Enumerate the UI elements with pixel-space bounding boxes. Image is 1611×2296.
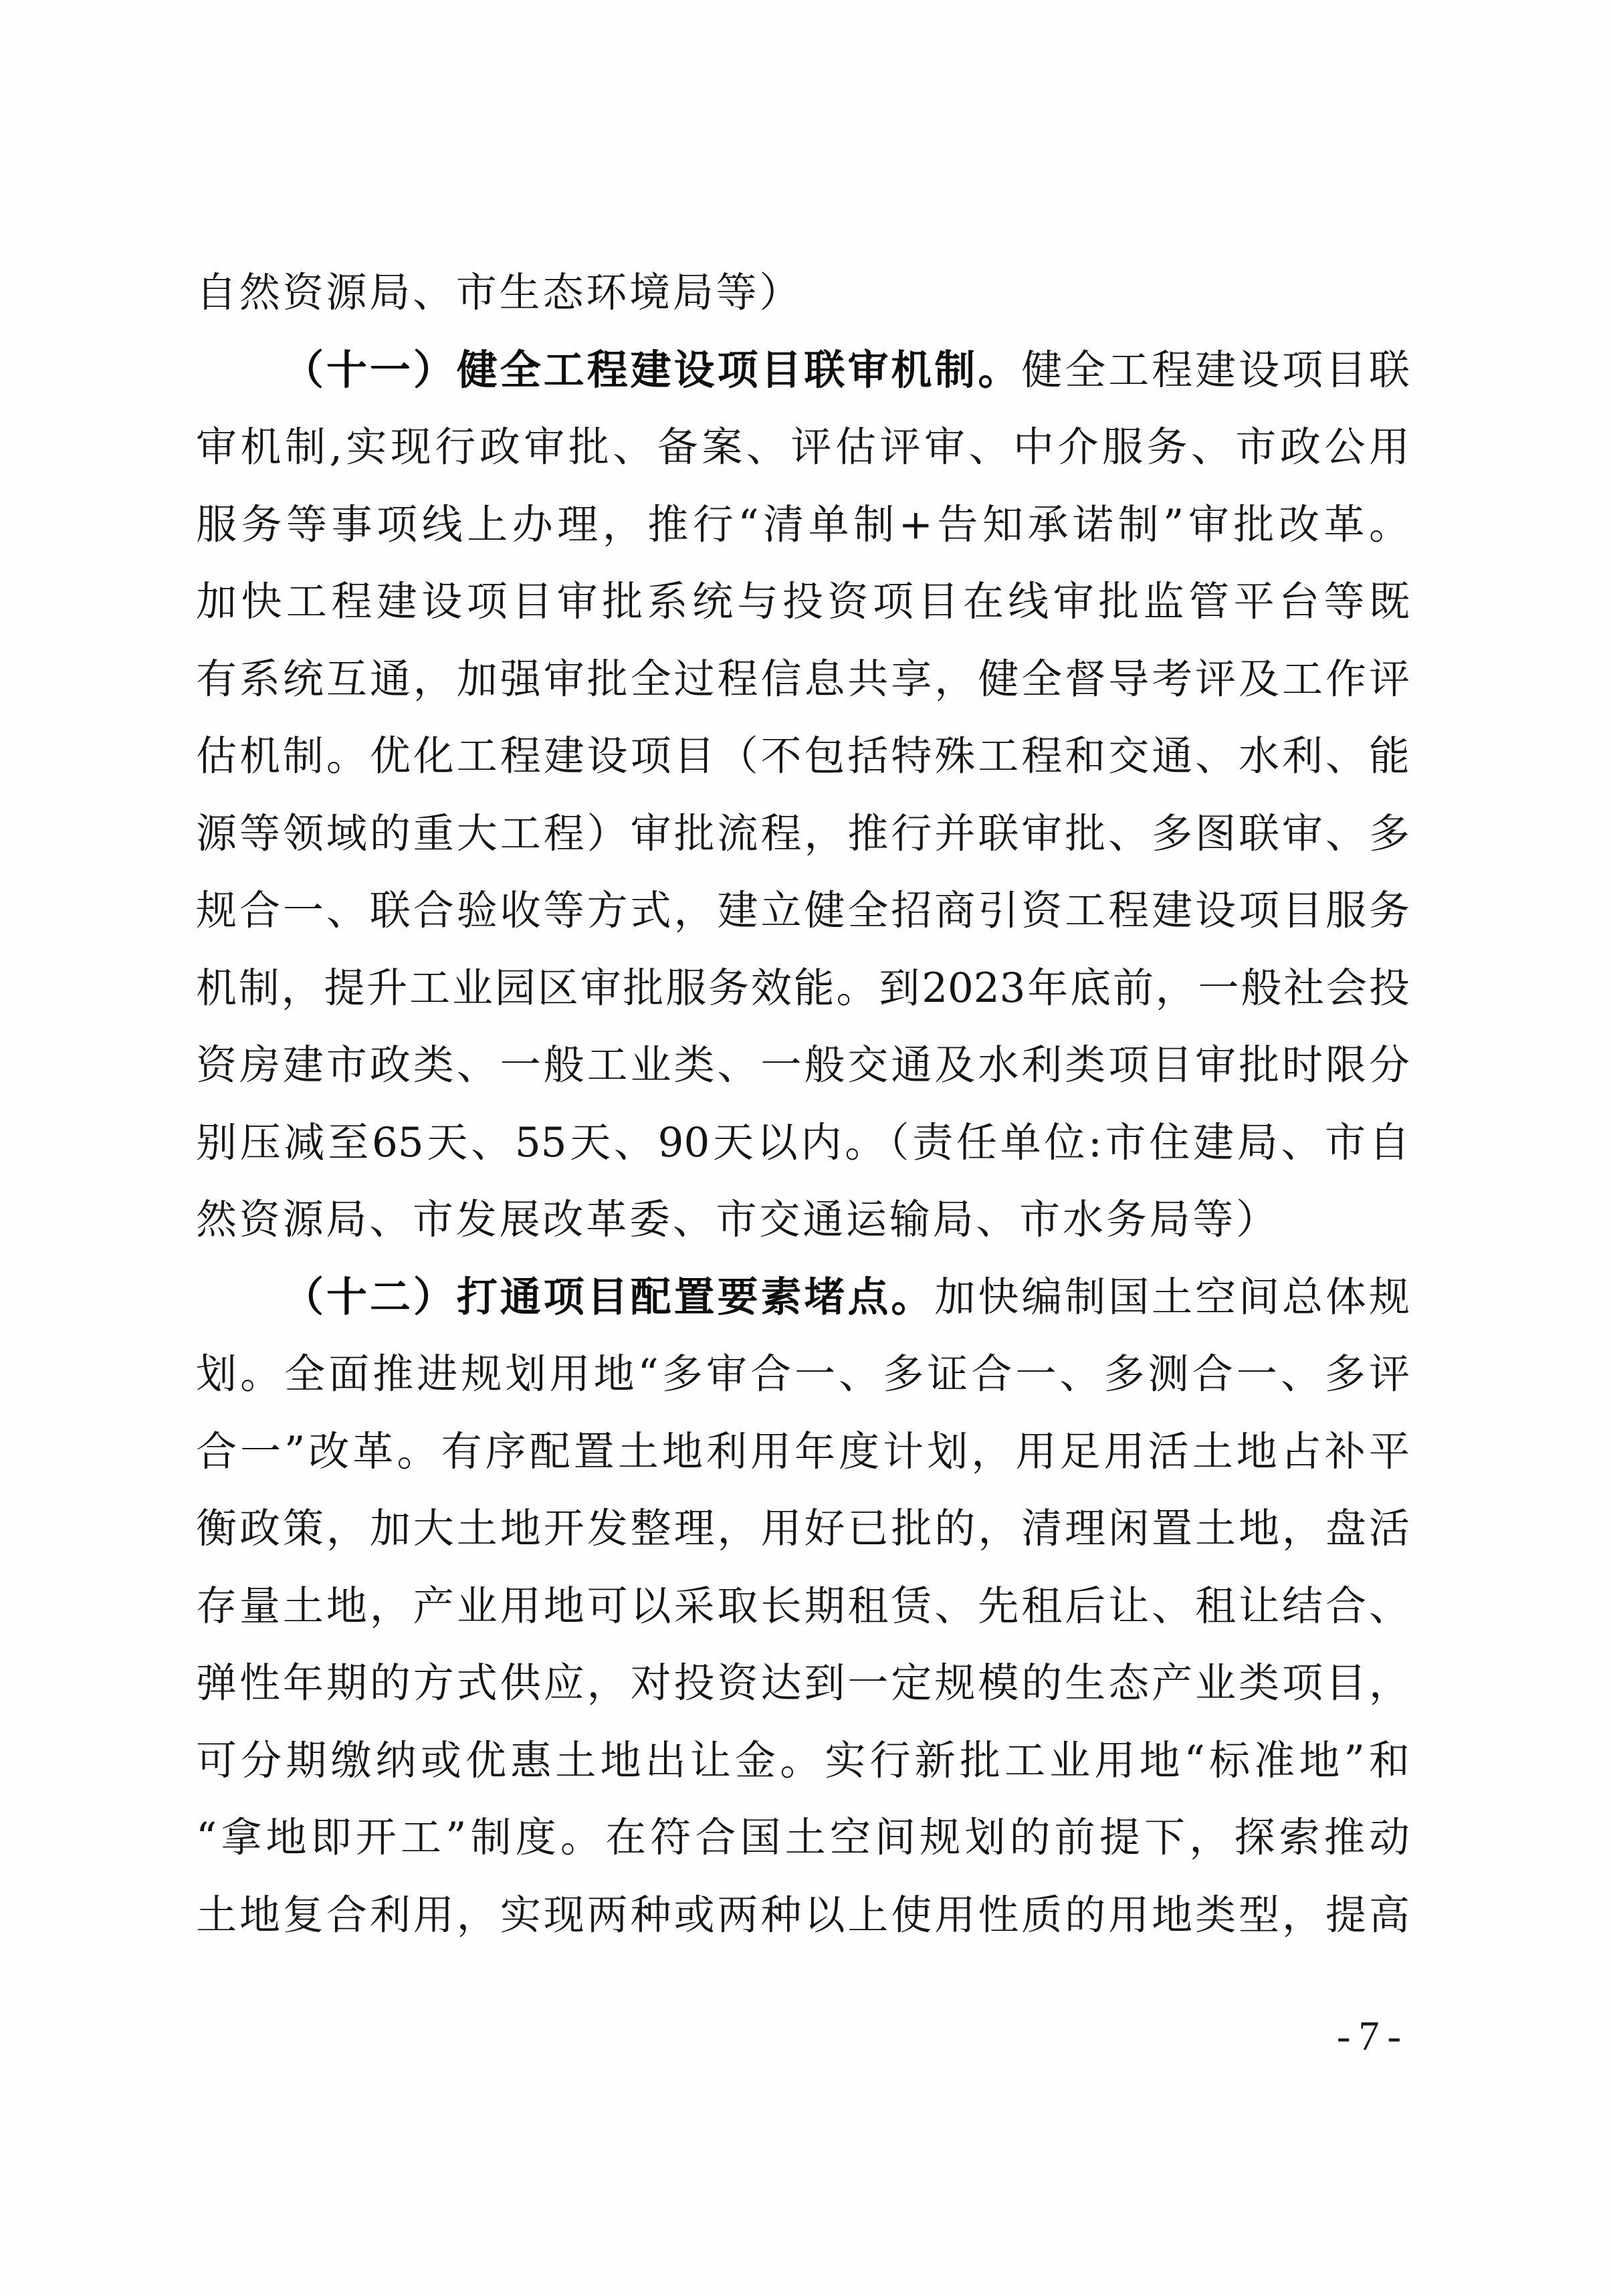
line-text: 健全工程建设项目联: [1021, 346, 1410, 394]
text-line: [196, 1181, 1410, 1259]
text-line: [196, 1722, 1410, 1800]
text-line: [196, 1027, 1410, 1104]
line-text: 衡政策，加大土地开发整理，用好已批的，清理闲置土地，盘活: [196, 1505, 1410, 1552]
line-text: 别压减至65天、55天、90天以内。（责任单位:市住建局、市自: [196, 1118, 1410, 1166]
section-heading-line: [196, 1259, 1410, 1336]
text-line: [196, 1799, 1410, 1877]
line-text: “拿地即开工”制度。在符合国土空间规划的前提下，探索推动: [196, 1814, 1410, 1861]
section-heading-line: [196, 332, 1410, 409]
text-line: [196, 950, 1410, 1027]
text-line: [196, 1877, 1410, 1954]
text-line: [196, 254, 1410, 332]
line-text: 估机制。优化工程建设项目（不包括特殊工程和交通、水利、能: [196, 732, 1410, 780]
line-text: 可分期缴纳或优惠土地出让金。实行新批工业用地“标准地”和: [196, 1736, 1410, 1784]
text-line: [196, 1336, 1410, 1413]
line-text: 存量土地，产业用地可以采取长期租赁、先租后让、租让结合、: [196, 1582, 1410, 1630]
line-text: 机制，提升工业园区审批服务效能。到2023年底前，一般社会投: [196, 964, 1410, 1012]
line-text: 划。全面推进规划用地“多审合一、多证合一、多测合一、多评: [196, 1350, 1410, 1398]
page-number: -7-: [1336, 2014, 1410, 2059]
line-text: 合一”改革。有序配置土地利用年度计划，用足用活土地占补平: [196, 1427, 1410, 1475]
line-text: 自然资源局、市生态环境局等）: [196, 269, 803, 316]
text-line: [196, 795, 1410, 873]
line-text: 弹性年期的方式供应，对投资达到一定规模的生态产业类项目，: [196, 1659, 1410, 1707]
line-text: 加快工程建设项目审批系统与投资项目在线审批监管平台等既: [196, 578, 1410, 625]
text-line: [196, 718, 1410, 795]
text-line: [196, 1645, 1410, 1722]
line-text: 资房建市政类、一般工业类、一般交通及水利类项目审批时限分: [196, 1041, 1410, 1089]
line-text: 加快编制国土空间总体规: [934, 1273, 1410, 1321]
line-text: 土地复合利用，实现两种或两种以上使用性质的用地类型，提高: [196, 1891, 1410, 1939]
line-text: 有系统互通，加强审批全过程信息共享，健全督导考评及工作评: [196, 655, 1410, 703]
text-line: [196, 872, 1410, 950]
text-line: [196, 563, 1410, 641]
text-line: [196, 1104, 1410, 1182]
line-text: 审机制,实现行政审批、备案、评估评审、中介服务、市政公用: [196, 423, 1410, 471]
text-line: [196, 409, 1410, 486]
text-line: [196, 1568, 1410, 1645]
line-text: 规合一、联合验收等方式，建立健全招商引资工程建设项目服务: [196, 887, 1410, 934]
text-line: [196, 641, 1410, 718]
text-line: [196, 1490, 1410, 1568]
text-line: [196, 1413, 1410, 1491]
section-heading: （十二）打通项目配置要素堵点。: [283, 1273, 935, 1321]
text-line: [196, 486, 1410, 564]
line-text: 然资源局、市发展改革委、市交通运输局、市水务局等）: [196, 1196, 1280, 1243]
line-text: 服务等事项线上办理，推行“清单制+告知承诺制”审批改革。: [196, 500, 1410, 548]
section-heading: （十一）健全工程建设项目联审机制。: [283, 346, 1022, 394]
line-text: 源等领域的重大工程）审批流程，推行并联审批、多图联审、多: [196, 809, 1410, 857]
body-text: [196, 254, 1410, 1954]
